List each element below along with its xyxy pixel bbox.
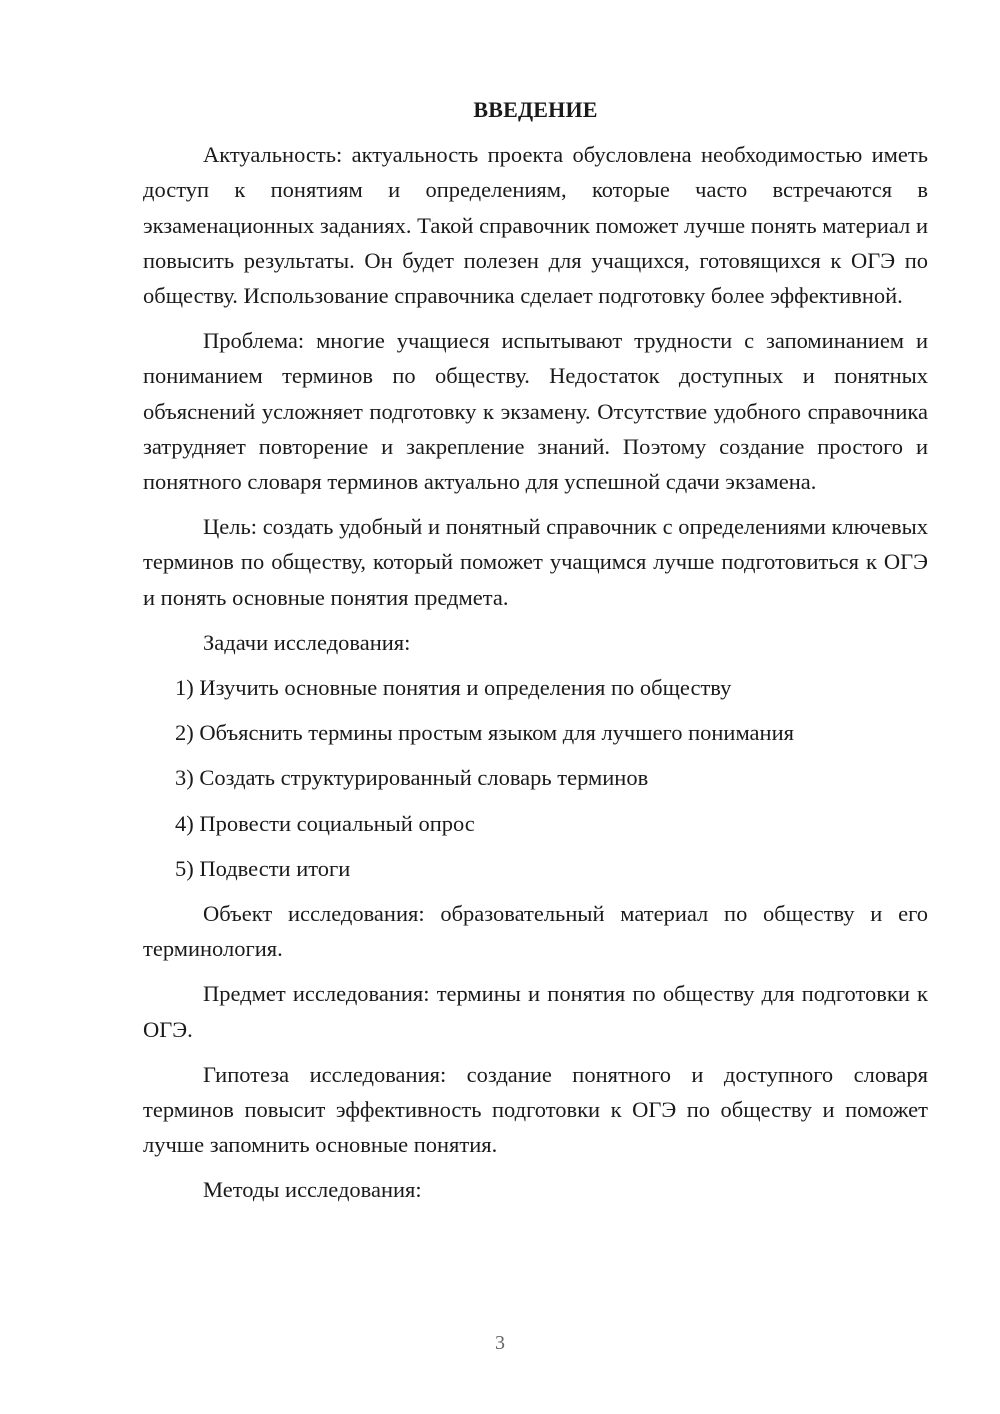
- methods-title: Методы исследования:: [203, 1177, 422, 1203]
- problem-paragraph: Проблема: многие учащиеся испытывают трудности с запоминанием и пониманием терминов по обществу. Недостаток доступных и понятных объяснений усложняет подготовку к экзамену. Отсутствие удобного справочника затрудняет повторение и закрепление знаний. Поэтому создание простого и понятного словаря терминов актуально для успешной сдачи экзамена.: [143, 328, 928, 495]
- list-item: 2) Объяснить термины простым языком для лучшего понимания: [175, 720, 794, 746]
- page-number: 3: [495, 1332, 505, 1354]
- list-item: 5) Подвести итоги: [175, 855, 351, 881]
- list-item: 4) Провести социальный опрос: [175, 810, 475, 836]
- subject-paragraph: Предмет исследования: термины и понятия по обществу для подготовки к ОГЭ.: [143, 981, 928, 1042]
- tasks-title: Задачи исследования:: [203, 629, 411, 655]
- tasks-list: [143, 670, 928, 886]
- object-paragraph: Объект исследования: образовательный материал по обществу и его терминология.: [143, 901, 928, 962]
- goal-paragraph: Цель: создать удобный и понятный справочник с определениями ключевых терминов по обществу, который поможет учащимся лучше подготовиться к ОГЭ и понять основные понятия предмета.: [143, 514, 928, 610]
- page-content: [143, 92, 928, 1218]
- relevance-paragraph: Актуальность: актуальность проекта обусловлена необходимостью иметь доступ к понятиям и определениям, которые часто встречаются в экзаменационных заданиях. Такой справочник поможет лучше понять материал и повысить результаты. Он будет полезен для учащихся, готовящихся к ОГЭ по обществу. Использование справочника сделает подготовку более эффективной.: [143, 142, 928, 309]
- section-heading: ВВЕДЕНИЕ: [473, 97, 598, 122]
- list-item: 1) Изучить основные понятия и определения по обществу: [175, 675, 732, 701]
- list-item: 3) Создать структурированный словарь терминов: [175, 765, 649, 791]
- hypothesis-paragraph: Гипотеза исследования: создание понятного и доступного словаря терминов повысит эффективность подготовки к ОГЭ по обществу и поможет лучше запомнить основные понятия.: [143, 1061, 928, 1158]
